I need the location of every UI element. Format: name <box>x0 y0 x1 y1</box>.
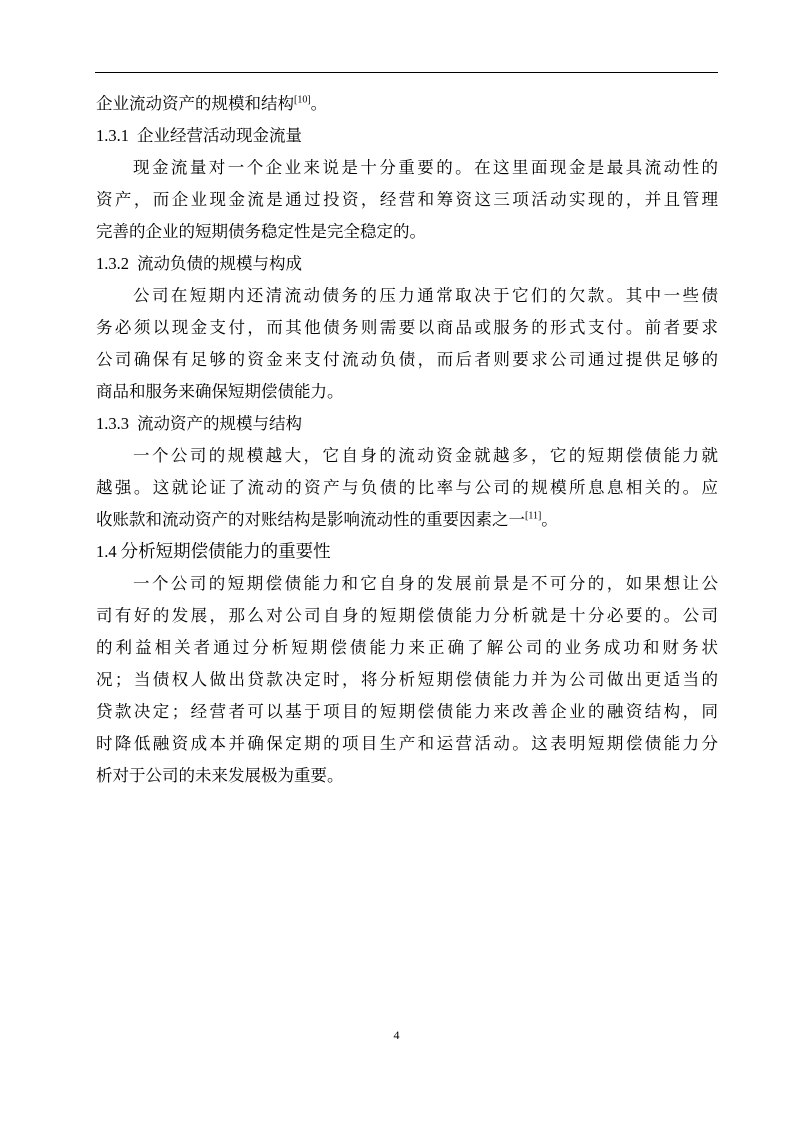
paragraph-text: 收账款和流动资产的对账结构是影响流动性的重要因素之一 <box>96 510 525 529</box>
paragraph-line: 资产，而企业现金流是通过投资，经营和筹资这三项活动实现的，并且管理 <box>96 190 718 209</box>
paragraph-line: 越强。这就论证了流动的资产与负债的比率与公司的规模所息息相关的。应 <box>96 478 718 497</box>
heading-title: 分析短期偿债能力的重要性 <box>120 542 331 562</box>
heading-title: 流动负债的规模与构成 <box>137 254 302 273</box>
paragraph-line: 现金流量对一个企业来说是十分重要的。在这里面现金是最具流动性的 <box>133 158 718 177</box>
paragraph-line: 公司确保有足够的资金来支付流动负债，而后者则要求公司通过提供足够的 <box>96 350 718 369</box>
paragraph-line: 析对于公司的未来发展极为重要。 <box>96 766 344 785</box>
paragraph-tail: 。 <box>541 510 558 529</box>
heading-1-3-2 <box>96 248 718 280</box>
heading-number: 1.3.3 <box>96 414 129 433</box>
heading-number: 1.4 <box>96 542 117 561</box>
paragraph-line: 司有好的发展，那么对公司自身的短期偿债能力分析就是十分必要的。公司 <box>96 606 718 625</box>
heading-title: 流动资产的规模与结构 <box>137 414 302 433</box>
heading-1-3-1 <box>96 120 718 152</box>
heading-number: 1.3.2 <box>96 254 129 273</box>
citation-11: [11] <box>525 510 542 522</box>
heading-number: 1.3.1 <box>96 126 129 145</box>
heading-1-3-3 <box>96 408 718 440</box>
paragraph-line: 时降低融资成本并确保定期的项目生产和运营活动。这表明短期偿债能力分 <box>96 734 718 753</box>
paragraph-line: 公司在短期内还清流动债务的压力通常取决于它们的欠款。其中一些债 <box>133 286 718 305</box>
paragraph-line: 一个公司的短期偿债能力和它自身的发展前景是不可分的，如果想让公 <box>133 574 718 593</box>
intro-tail: 。 <box>310 94 328 113</box>
paragraph-line: 一个公司的规模越大，它自身的流动资金就越多，它的短期偿债能力就 <box>133 446 718 465</box>
page-number: 4 <box>393 1028 400 1042</box>
citation-10: [10] <box>294 94 311 106</box>
paragraph-line: 完善的企业的短期债务稳定性是完全稳定的。 <box>96 222 426 241</box>
paragraph-line: 的利益相关者通过分析短期偿债能力来正确了解公司的业务成功和财务状 <box>96 638 718 657</box>
intro-line <box>96 88 718 120</box>
header-rule <box>95 72 718 73</box>
page-body <box>96 88 718 792</box>
paragraph-line: 贷款决定；经营者可以基于项目的短期偿债能力来改善企业的融资结构，同 <box>96 702 718 721</box>
paragraph-line: 务必须以现金支付，而其他债务则需要以商品或服务的形式支付。前者要求 <box>96 318 718 337</box>
heading-title: 企业经营活动现金流量 <box>137 126 302 145</box>
intro-text: 企业流动资产的规模和结构 <box>96 94 294 113</box>
paragraph-line: 商品和服务来确保短期偿债能力。 <box>96 382 344 401</box>
heading-1-4 <box>96 536 718 568</box>
paragraph-line: 况；当债权人做出贷款决定时，将分析短期偿债能力并为公司做出更适当的 <box>96 670 718 689</box>
paragraph-line <box>96 504 718 536</box>
